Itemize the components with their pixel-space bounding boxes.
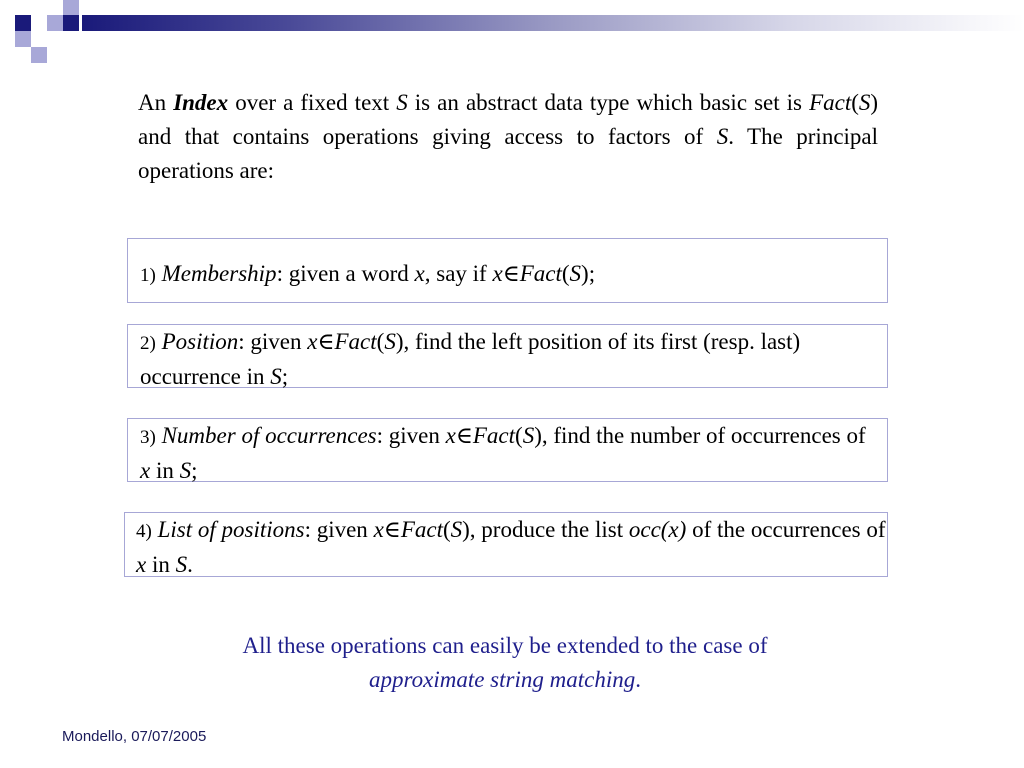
intro-text: An: [138, 90, 167, 115]
operation-fact: Fact: [334, 329, 377, 354]
operation-var: S: [179, 458, 192, 483]
operation-var: S: [569, 261, 582, 286]
closing-emphasis: approximate string matching: [369, 667, 636, 692]
operation-var: S: [522, 423, 535, 448]
operation-position: [127, 324, 888, 388]
operation-number: 3): [140, 427, 156, 448]
operation-text: : given: [376, 423, 440, 448]
operation-text: , say if: [424, 261, 487, 286]
header-square: [63, 0, 79, 16]
operation-var: x: [140, 458, 151, 483]
intro-term: Index: [173, 90, 229, 115]
operation-var: x: [492, 261, 503, 286]
intro-text: (: [851, 90, 859, 115]
operation-name: List of positions: [157, 517, 305, 542]
operation-text: ), find the left position of its first (resp. last) occurrence in: [140, 329, 801, 389]
slide-footer: Mondello, 07/07/2005: [62, 728, 207, 745]
operation-number-of-occurrences: [127, 418, 888, 482]
operation-number: 2): [140, 333, 156, 354]
header-square: [15, 15, 31, 31]
header-square: [47, 15, 63, 31]
operation-text: (: [376, 329, 385, 354]
intro-text: ) and that contains operations giving access to factors of: [138, 90, 879, 149]
header-square: [31, 15, 47, 31]
operation-var: x: [445, 423, 456, 448]
operation-text: (: [561, 261, 570, 286]
intro-text: is an abstract data type which basic set is: [414, 90, 803, 115]
operation-text: .: [187, 552, 193, 577]
closing-statement: [150, 629, 860, 697]
intro-text: . The principal operations are:: [138, 124, 879, 183]
operation-name: Membership: [161, 261, 277, 286]
operation-text: of the occurrences of: [692, 517, 886, 542]
operation-text: : given a word: [276, 261, 409, 286]
intro-var: S: [858, 90, 871, 115]
header-square: [15, 31, 31, 47]
operation-text: (: [515, 423, 523, 448]
element-of-symbol: ∈: [455, 423, 473, 448]
intro-text: over a fixed text: [235, 90, 390, 115]
operation-text: ), produce the list: [462, 517, 624, 542]
header-square: [47, 31, 63, 47]
operation-text: (: [442, 517, 451, 542]
operation-text: ;: [281, 364, 289, 389]
operation-var: x: [136, 552, 147, 577]
operation-text: ;: [191, 458, 198, 483]
intro-var: S: [716, 124, 729, 149]
intro-var: S: [396, 90, 408, 115]
element-of-symbol: ∈: [502, 261, 520, 286]
operation-list-of-positions: [124, 512, 888, 577]
operation-var: x: [414, 261, 425, 286]
operation-var: S: [270, 364, 282, 389]
operation-var: x: [307, 329, 318, 354]
header-gradient-band: [82, 15, 1024, 31]
closing-line: .: [635, 667, 641, 692]
operation-text: : given: [238, 329, 302, 354]
operation-membership: [127, 238, 888, 303]
operation-name: Position: [161, 329, 239, 354]
operation-var: S: [175, 552, 188, 577]
operation-var: x: [373, 517, 384, 542]
operation-text: );: [581, 261, 596, 286]
operation-text: in: [155, 458, 174, 483]
operation-number: 1): [140, 265, 156, 286]
operation-text: in: [151, 552, 170, 577]
operation-fact: Fact: [519, 261, 562, 286]
operation-fact: Fact: [400, 517, 443, 542]
header-square: [63, 15, 79, 31]
element-of-symbol: ∈: [383, 517, 401, 542]
intro-paragraph: [138, 86, 878, 188]
intro-fact: Fact: [809, 90, 852, 115]
operation-text: : given: [304, 517, 368, 542]
operation-var: S: [450, 517, 463, 542]
header-square: [31, 47, 47, 63]
operation-text: ), find the number of occurrences of: [534, 423, 866, 448]
operation-name: Number of occurrences: [161, 423, 377, 448]
element-of-symbol: ∈: [317, 329, 335, 354]
closing-line: All these operations can easily be extended to the case of: [242, 633, 768, 658]
operation-occ: occ(x): [628, 517, 687, 542]
operation-number: 4): [136, 521, 152, 542]
operation-fact: Fact: [472, 423, 516, 448]
operation-var: S: [384, 329, 396, 354]
